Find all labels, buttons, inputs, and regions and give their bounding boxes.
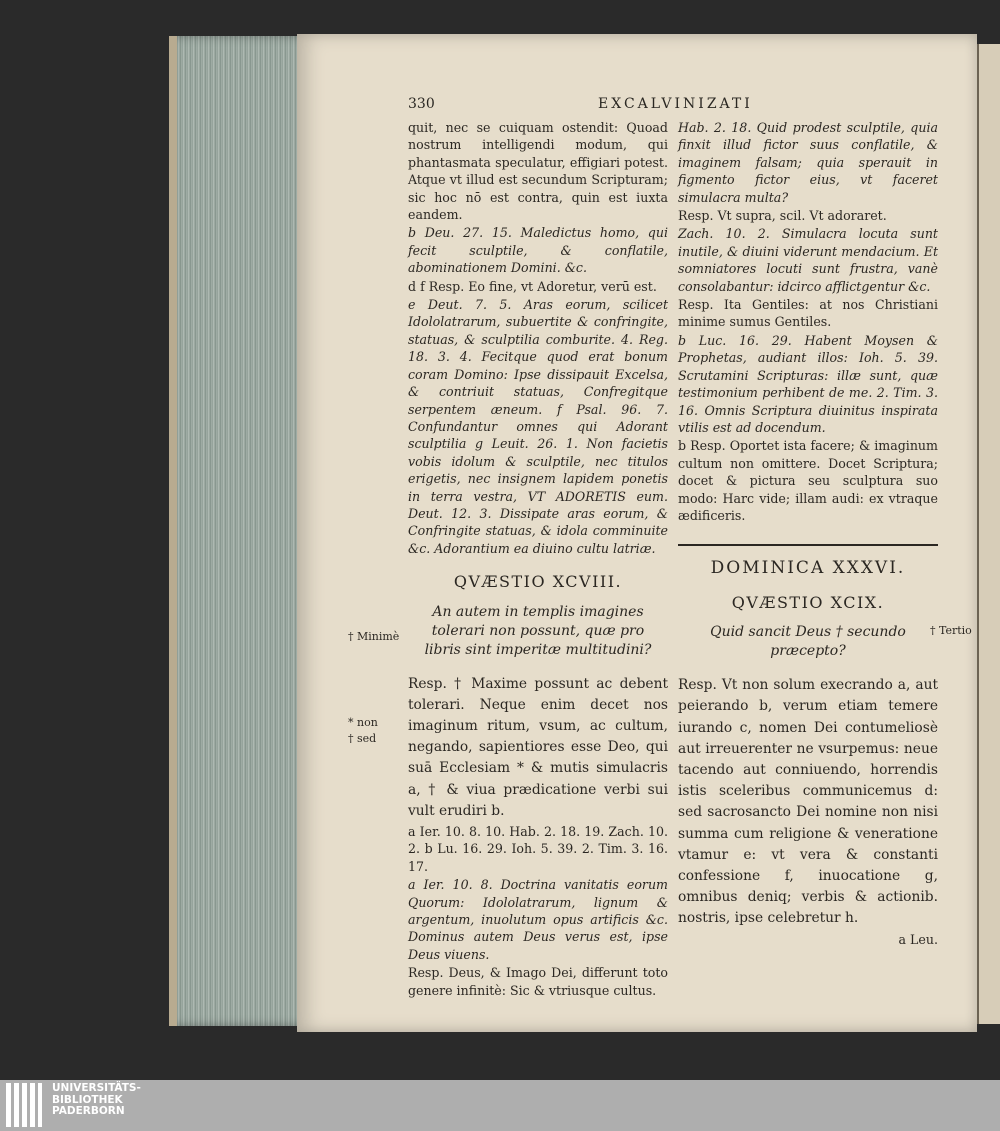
facing-page-edge [977,44,1000,1024]
note-text: Resp. Deus, & Imago Dei, differunt toto genere infinitè: Sic & vtriusque cultus. [408,965,668,998]
library-line: UNIVERSITÄTS- [52,1082,141,1094]
margin-note-tertio: † Tertio [930,624,972,637]
right-paragraph: Zach. 10. 2. Simulacra locuta sunt inutile, & diuini viderunt mendacium. Et somniatores locuti sunt frustra, vanè consolabantur: idcirco afflictgentur &c. [678,226,938,294]
left-column [408,119,668,1000]
library-footer [0,1080,1000,1131]
question-heading: QVÆSTIO XCIX. [731,592,885,612]
left-paragraph: b Deu. 27. 15. Maledictus homo, qui fecit sculptile, & conflatile, abominationem Domini. &c. [408,225,668,276]
page-number: 330 [408,96,435,112]
left-paragraph: d f Resp. Eo fine, vt Adoretur, verū est. [408,278,657,294]
running-title: EXCALVINIZATI [598,96,753,112]
library-name [52,1083,141,1118]
question-text: An autem in templis imagines tolerari non possunt, quæ pro libris sint imperitæ multitudini? [424,603,652,658]
left-paragraph: e Deut. 7. 5. Aras eorum, scilicet Idololatrarum, subuertite & confringite, statuas, & sculptilia comburite. 4. Reg. 18. 3. 4. Fecitque quod erat bonum coram Domino: Ipse dissipauit Excelsa, & contriuit statuas, Confregitque serpentem æneum. f Psal. 96. 7. Confundantur omnes qui Adorant sculptilia g Leuit. 26. 1. Non facietis vobis idolum & sculptile, nec titulos erigetis, nec insignem lapidem ponetis in terra vestra, VT ADORETIS eum. Deut. 12. 3. Dissipate aras eorum, & Confringite statuas, & idola comminuite &c. Adorantium ea diuino cultu latriæ. [408,297,668,556]
right-paragraph: b Luc. 16. 29. Habent Moysen & Prophetas, audiant illos: Ioh. 5. 39. Scrutamini Scripturas: illæ sunt, quæ testimonium perhibent de me. 2. Tim. 3. 16. Omnis Scriptura diuinitus inspirata vtilis est ad docendum. [678,332,938,435]
margin-note-minime: † Minimè [348,630,400,643]
right-paragraph: Resp. Ita Gentiles: at nos Christiani minime sumus Gentiles. [678,297,938,330]
note-text: a Ier. 10. 8. Doctrina vanitatis eorum Quorum: Idololatrarum, lignum & argentum, inuolutum opus artificis &c. Dominus autem Deus verus est, ipse Deus viuens. [408,877,668,962]
margin-note-sed: † sed [348,732,377,745]
right-paragraph: Resp. Vt supra, scil. Vt adoraret. [678,208,887,224]
question-text: Quid sancit Deus † secundo præcepto? [710,624,906,660]
dominica-heading: DOMINICA XXXVI. [710,558,906,579]
library-logo-icon [6,1083,46,1127]
section-rule [678,544,938,546]
question-heading: QVÆSTIO XCVIII. [453,572,623,592]
right-paragraph: b Resp. Oportet ista facere; & imaginum cultum non omittere. Docet Scriptura; docet & pictura seu sculptura suo modo: Harc vide; illam audi: ex vtraque ædificeris. [678,438,938,523]
library-line: BIBLIOTHEK [52,1093,123,1106]
answer-text: Resp. † Maxime possunt ac debent tolerari. Neque enim decet nos imaginum ritum, vsum, ac cultum, negando, sapientiores esse Deo, qui suā Ecclesiam * & mutis simulacris a, † & viua prædicatione verbi sui vult erudiri b. [408,675,668,819]
left-paragraph: quit, nec se cuiquam ostendit: Quoad nostrum intelligendi modum, qui phantasmata speculatur, effigiari potest. Atque vt illud est secundum Scripturam; sic hoc nō est contra, quin est iuxta eandem. [408,120,668,223]
right-paragraph: Hab. 2. 18. Quid prodest sculptile, quia finxit illud fictor suus conflatile, & imaginem falsam; quia sperauit in figmento fictor eius, vt faceret simulacra multa? [678,120,938,205]
margin-note-non: * non [348,716,378,729]
right-column [678,119,938,949]
catchword: a Leu. [898,931,938,947]
answer-text: Resp. Vt non solum execrando a, aut peierando b, verum etiam temere iurando c, nomen Dei contumeliosè aut irreuerenter ne vsurpemus: neue tacendo aut conniuendo, horrendis istis sceleribus communicemus d: sed sacrosancto Dei nomine non nisi summa cum religione & veneratione vtamur e: vt vera & constanti confessione f, inuocatione g, omnibus deniq; verbis & actionib. nostris, ipse celebretur h. [678,677,938,927]
note-text: a Ier. 10. 8. 10. Hab. 2. 18. 19. Zach. 10. 2. b Lu. 16. 29. Ioh. 5. 39. 2. Tim. 3. 16. 17. [408,823,668,874]
library-line: PADERBORN [52,1105,125,1118]
